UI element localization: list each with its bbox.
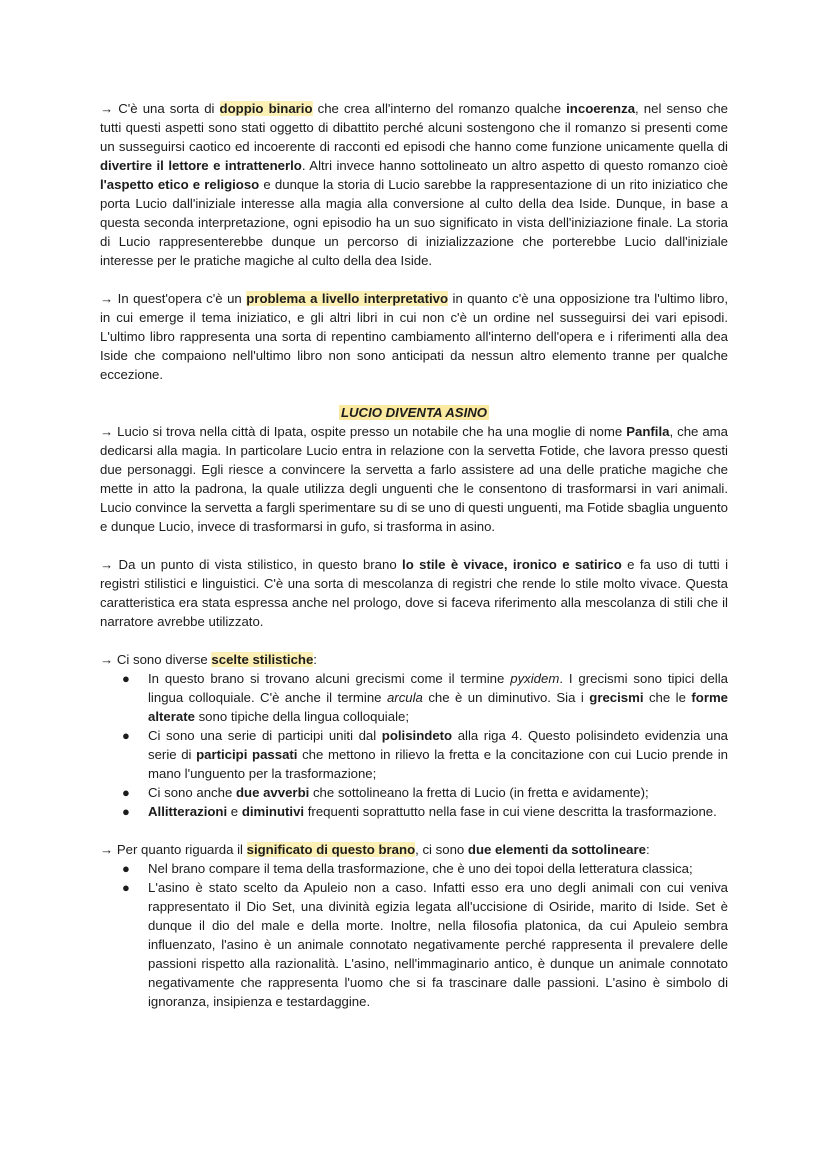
- list-item: ● In questo brano si trovano alcuni grecismi come il termine pyxidem. I grecismi sono tipici della lingua colloquiale. C'è anche il termine arcula che è un diminutivo. Sia i grecismi che le forme alterate sono tipiche della lingua colloquiale;: [122, 671, 729, 724]
- arrow-icon: →: [100, 842, 114, 857]
- section-title: LUCIO DIVENTA ASINO: [340, 405, 488, 420]
- arrow-icon: →: [100, 424, 114, 439]
- paragraph-interpretive-problem: → In quest'opera c'è un problema a livello interpretativo in quanto c'è una opposizione tra l'ultimo libro, in cui emerge il tema iniziatico, e gli altri libri in cui non c'è un ordine nel susseguirsi dei vari episodi. L'ultimo libro rappresenta una sorta di repentino cambiamento all'interno dell'opera e i riferimenti alla dea Iside che compaiono nell'ultimo libro non sono anticipati da nessun altro elemento tranne per qualche eccezione.: [100, 291, 728, 382]
- highlight-scelte: scelte stilistiche: [211, 652, 314, 667]
- arrow-icon: →: [100, 652, 114, 667]
- bullet-icon: ●: [122, 728, 130, 743]
- list-item: ● Ci sono una serie di participi uniti dal polisindeto alla riga 4. Questo polisindeto evidenzia una serie di participi passati che mettono in rilievo la fretta e la concitazione con cui Lucio prende in mano l'unguento per la trasformazione;: [122, 728, 728, 781]
- paragraph-stylistic-choices: → Ci sono diverse scelte stilistiche:: [100, 652, 317, 667]
- arrow-icon: →: [100, 557, 114, 572]
- list-item: ● L'asino è stato scelto da Apuleio non a caso. Infatti esso era uno degli animali con cui veniva rappresentato il Dio Set, una divinità egizia legata all'uccisione di Osiride, marito di Iside. Set è dunque il dio del male e della morte. Inoltre, nella filosofia platonica, da cui Apuleio sembra influenzato, l'asino è un animale connotato negativamente perché rappresenta il prevalere delle passioni rispetto alla razionalità. L'asino, nell'immaginario antico, è dunque un animale connotato negativamente che rappresenta l'uomo che si fa trascinare dalle passioni. L'asino è simbolo di ignoranza, insipienza e testardaggine.: [122, 880, 728, 1009]
- arrow-icon: →: [100, 291, 114, 306]
- list-item: ● Ci sono anche due avverbi che sottolineano la fretta di Lucio (in fretta e avidamente);: [122, 785, 649, 800]
- paragraph-meaning: → Per quanto riguarda il significato di questo brano, ci sono due elementi da sottolineare:: [100, 842, 650, 857]
- highlight-problema: problema a livello interpretativo: [246, 291, 449, 306]
- paragraph-style: → Da un punto di vista stilistico, in questo brano lo stile è vivace, ironico e satirico e fa uso di tutti i registri stilistici e linguistici. C'è una sorta di mescolanza di registri che rende lo stile molto vivace. Questa caratteristica era stata espressa anche nel prologo, dove si faceva riferimento alla mescolanza di stili che il narratore avrebbe utilizzato.: [100, 557, 728, 629]
- bullet-icon: ●: [122, 671, 130, 686]
- bullet-icon: ●: [122, 785, 130, 800]
- list-item: ● Nel brano compare il tema della trasformazione, che è uno dei topoi della letteratura classica;: [122, 861, 693, 876]
- document-body: [100, 99, 728, 1011]
- bullet-icon: ●: [122, 804, 130, 819]
- arrow-icon: →: [100, 101, 114, 116]
- bullet-icon: ●: [122, 861, 130, 876]
- bullet-icon: ●: [122, 880, 130, 895]
- paragraph-double-track: → C'è una sorta di doppio binario che crea all'interno del romanzo qualche incoerenza, nel senso che tutti questi aspetti sono stati oggetto di dibattito perché alcuni sostengono che il romanzo si presenti come un susseguirsi caotico ed incoerente di racconti ed episodi che hanno come funzione unicamente quella di divertire il lettore e intrattenerlo. Altri invece hanno sottolineato un altro aspetto di questo romanzo cioè l'aspetto etico e religioso e dunque la storia di Lucio sarebbe la rappresentazione di un rito iniziatico che porta Lucio dall'iniziale interesse alla magia alla conversione al culto della dea Iside. Dunque, in base a questa seconda interpretazione, ogni episodio ha un suo significato in vista dell'iniziazione finale. La storia di Lucio rappresenterebbe dunque un percorso di inizializzazione che porterebbe Lucio dall'iniziale interesse per le pratiche magiche al culto della dea Iside.: [100, 101, 728, 268]
- list-item: ● Allitterazioni e diminutivi frequenti soprattutto nella fase in cui viene descritta la trasformazione.: [122, 804, 717, 819]
- stylistic-choices-list: [100, 669, 728, 821]
- paragraph-plot: → Lucio si trova nella città di Ipata, ospite presso un notabile che ha una moglie di nome Panfila, che ama dedicarsi alla magia. In particolare Lucio entra in relazione con la servetta Fotide, che lavora presso questi due personaggi. Egli riesce a convincere la servetta a farlo assistere ad una delle pratiche magiche che mette in atto la padrona, la quale utilizza degli unguenti che le consentono di trasformarsi in vari animali. Lucio convince la servetta a fargli sperimentare su di se uno di questi unguenti, ma Fotide sbaglia unguento e dunque Lucio, invece di trasformarsi in gufo, si trasforma in asino.: [100, 424, 728, 534]
- meaning-list: [100, 859, 728, 1011]
- highlight-doppio-binario: doppio binario: [219, 101, 313, 116]
- highlight-significato: significato di questo brano: [246, 842, 416, 857]
